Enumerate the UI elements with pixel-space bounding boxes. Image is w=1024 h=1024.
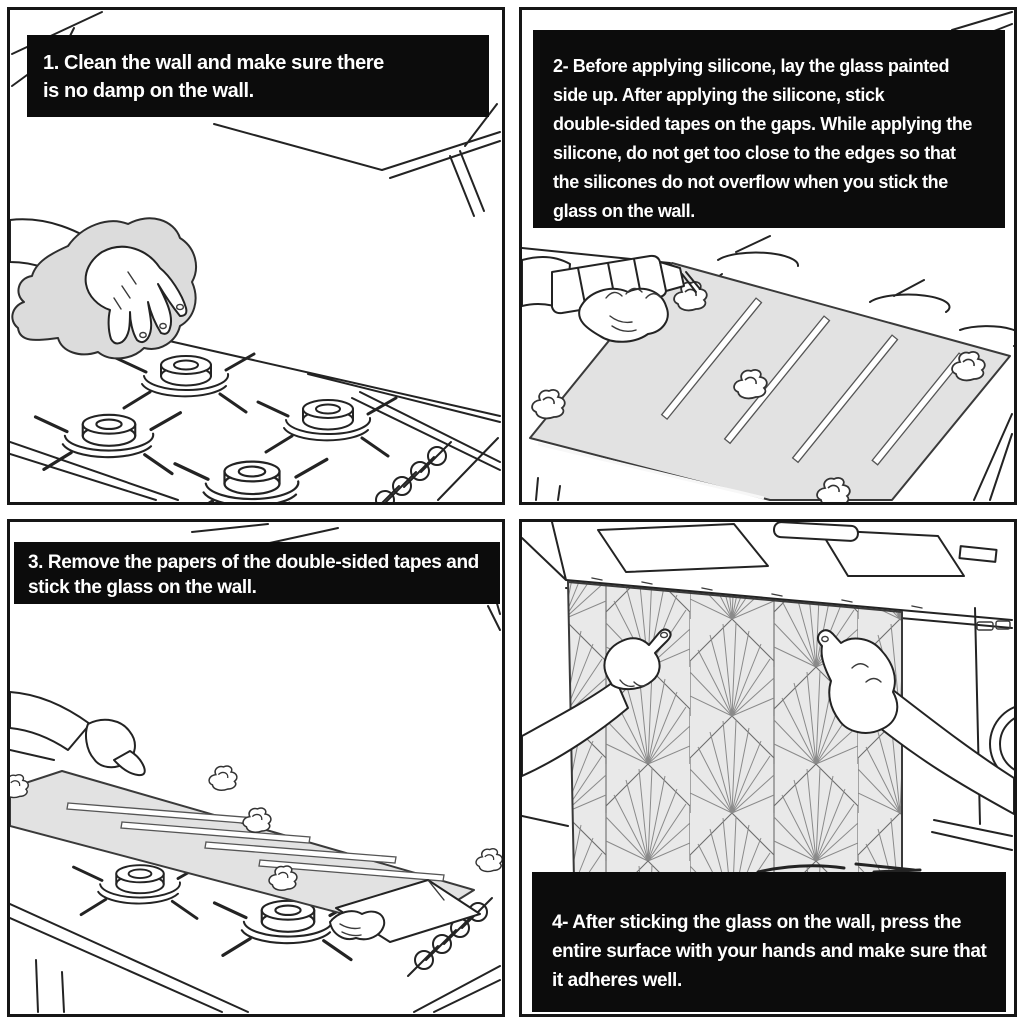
holding-hand (10, 692, 145, 775)
panel-step-1 (7, 7, 505, 505)
patterned-backsplash (568, 582, 902, 888)
step-4-caption (532, 872, 1006, 1012)
caption-line: the silicones do not overflow when you stick the (553, 172, 948, 192)
caption-line: 1. Clean the wall and make sure there (43, 52, 384, 74)
range-hood-lines (214, 104, 500, 216)
caption-line: silicone, do not get too close to the edges so that (553, 143, 956, 163)
gas-cooktop (10, 338, 500, 502)
step-1-caption (27, 35, 489, 117)
wiping-hand (10, 218, 196, 358)
caption-line: glass on the wall. (553, 201, 695, 221)
panel-step-4 (519, 519, 1017, 1017)
panel-step-3 (7, 519, 505, 1017)
step-3-caption (14, 542, 500, 604)
step-2-caption (533, 30, 1005, 228)
caption-line: 2- Before applying silicone, lay the glass painted (553, 56, 950, 76)
panel-step-2 (519, 7, 1017, 505)
caption-line: 3. Remove the papers of the double-sided tapes and (28, 552, 479, 573)
caption-line: 4- After sticking the glass on the wall, press the (552, 912, 962, 933)
caption-line: stick the glass on the wall. (28, 577, 257, 598)
caption-line: it adheres well. (552, 970, 682, 991)
caption-line: is no damp on the wall. (43, 80, 254, 102)
caption-line: entire surface with your hands and make sure that (552, 941, 987, 962)
caption-line: side up. After applying the silicone, stick (553, 85, 885, 105)
caption-line: double-sided tapes on the gaps. While applying the (553, 114, 973, 134)
